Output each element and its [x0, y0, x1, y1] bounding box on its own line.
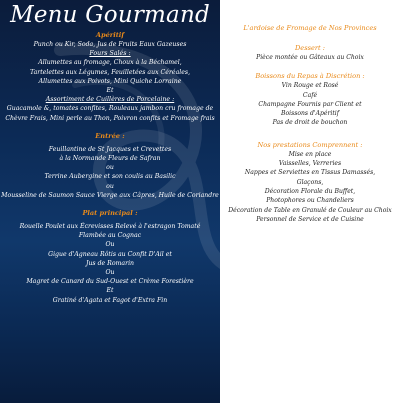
prestations-line: Vaisselles, Verreries — [278, 160, 342, 168]
fours-sales-item: Tartelettes aux Légumes, Feuilletées aux Céréales, — [29, 68, 191, 76]
plat-line: Et — [106, 287, 114, 295]
fours-sales-heading: Fours Salés : — [89, 50, 131, 58]
prestations-line: Décoration de Table en Granulé de Couleur au Choix — [228, 206, 392, 214]
fours-sales-item: Allumettes au fromage, Choux à la Béchamel, — [38, 59, 182, 67]
prestations-line: Mise en place — [288, 150, 332, 158]
entree-line: Feuillantine de St Jacques et Crevettes — [48, 145, 172, 153]
right-menu-panel — [220, 0, 400, 403]
boissons-line: Champagne Fournis par Client et — [258, 100, 362, 108]
boissons-line: Vin Rouge et Rosé — [281, 82, 339, 90]
plat-line: Rouelle Poulet aux Écrevisses Relevé à l'estragon Tomaté — [19, 223, 201, 231]
entree-line: à la Normande Fleurs de Safran — [59, 155, 161, 163]
cuilleres-item: Guacamole &, tomates confites, Rouleaux jambon cru fromage de — [6, 105, 214, 113]
plat-line: Gratiné d'Agata et Fagot d'Extra Fin — [52, 296, 168, 304]
aperitif-line: Punch ou Kir, Soda, Jus de Fruits Eaux Gazeuses — [33, 41, 187, 48]
entree-heading: Entrée : — [95, 131, 125, 140]
plat-line: Magret de Canard du Sud-Ouest et Crème Forestière — [26, 278, 194, 286]
prestations-line: Personnel de Service et de Cuisine — [256, 215, 364, 223]
boissons-line: Café — [302, 91, 318, 99]
cuilleres-heading: Assortiment de Cuillères de Porcelaine : — [45, 96, 175, 104]
plat-line: Jus de Romarin — [85, 259, 135, 267]
entree-line: ou — [106, 164, 114, 172]
cuilleres-item: Chèvre Frais, Mini perle au Thon, Poivron confits et Fromage frais — [5, 114, 215, 122]
plat-line: Gigue d'Agneau Rôtis au Confit D'Ail et — [48, 250, 172, 258]
plat-line: Ou — [105, 269, 115, 277]
fours-sales-item: Et — [106, 87, 114, 95]
entree-line: ou — [106, 182, 114, 190]
boissons-line: Boissons d'Apéritif — [280, 110, 339, 118]
prestations-line: Glaçons, — [296, 178, 324, 186]
dessert-line: Pièce montée ou Gâteaux au Choix — [256, 54, 364, 61]
plat-line: Flambée au Cognac — [78, 232, 142, 240]
prestations-line: Photophores ou Chandeliers — [266, 197, 354, 205]
entree-line: Terrine Aubergine et son coulis au Basilic — [44, 173, 176, 181]
aperitif-heading: Apéritif — [95, 31, 125, 39]
fours-sales-item: Allumettes aux Poivots, Mini Quiche Lorraine — [38, 77, 182, 85]
menu-title: Menu Gourmand — [10, 2, 210, 28]
plat-line: Ou — [105, 241, 115, 249]
dessert-heading: Dessert : — [295, 44, 325, 52]
fromage-heading: L'ardoise de Fromage de Nos Provinces — [243, 24, 377, 32]
prestations-heading: Nos prestations Comprennent : — [257, 140, 363, 149]
boissons-heading: Boissons du Repas à Discrétion : — [255, 72, 365, 81]
entree-line: Mousseline de Saumon Sauce Vierge aux Câpres, Huile de Coriandre — [1, 191, 219, 199]
boissons-line: Pas de droit de bouchon — [272, 119, 348, 127]
prestations-line: Décoration Florale du Buffet, — [264, 187, 356, 195]
prestations-line: Nappes et Serviettes en Tissus Damassés, — [244, 169, 376, 177]
plat-heading: Plat principal : — [82, 209, 138, 218]
